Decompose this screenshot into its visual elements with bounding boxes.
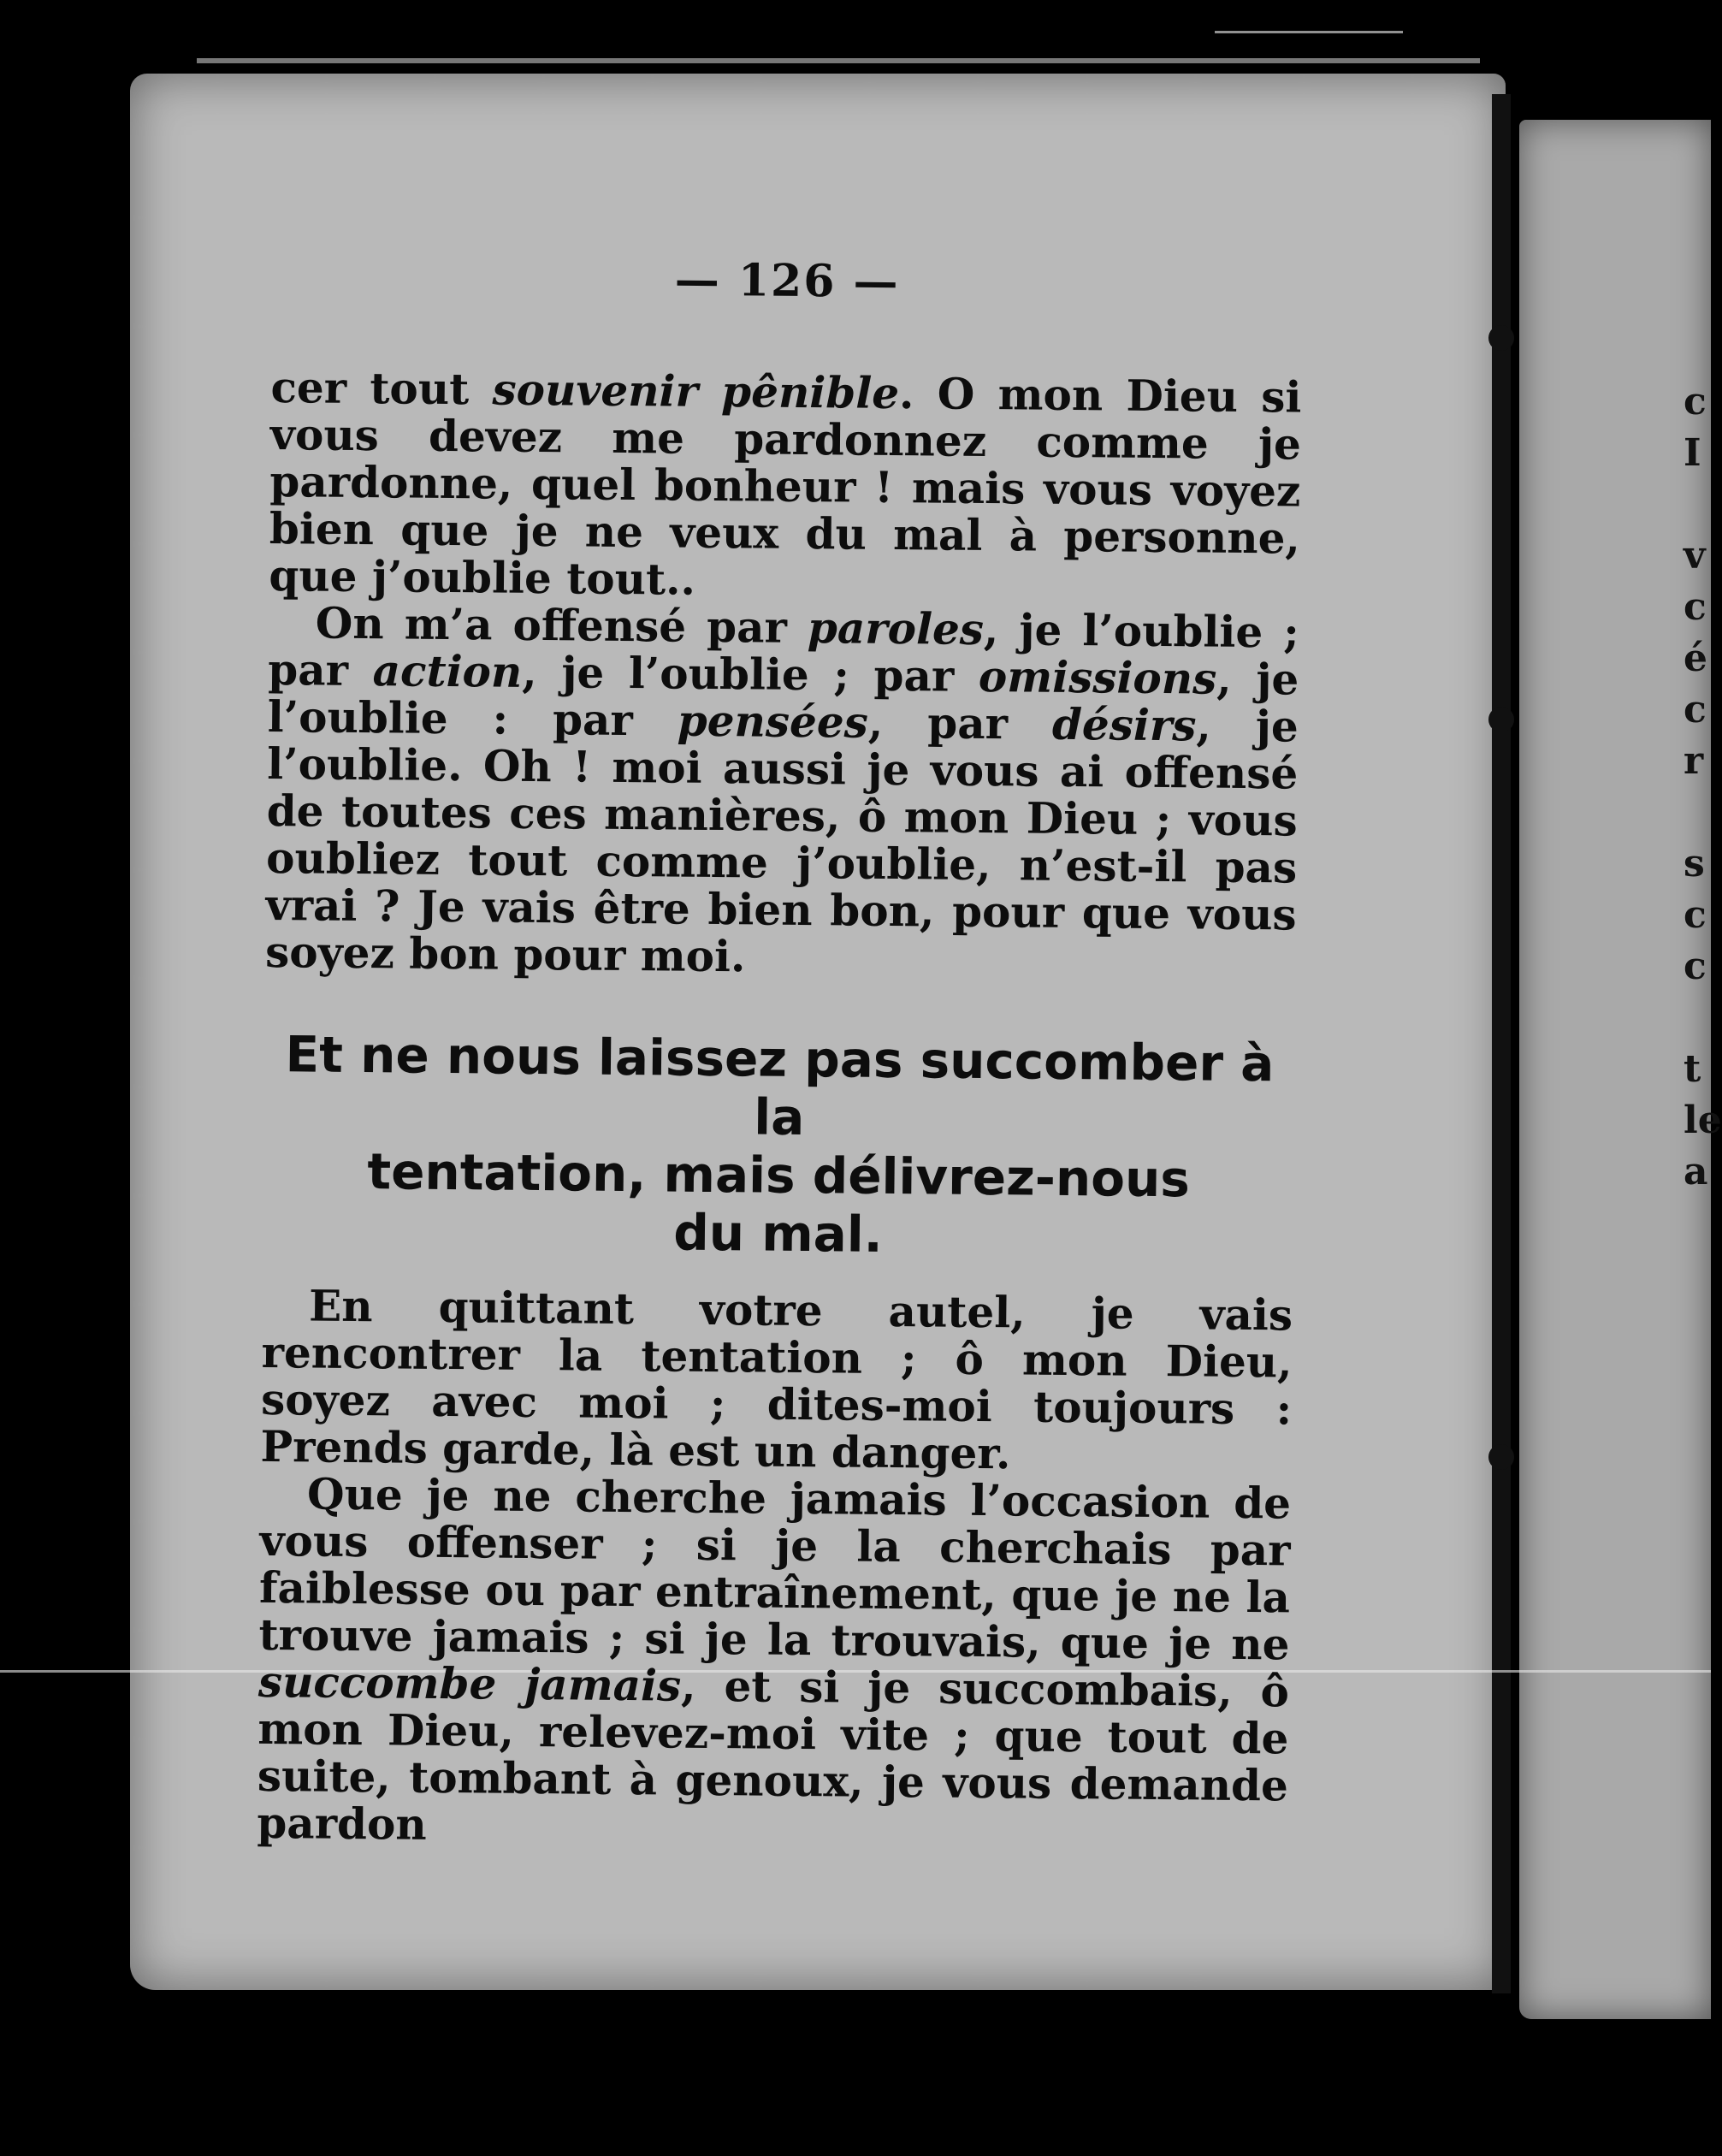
facing-page-fragment: c (1684, 688, 1707, 732)
facing-page-fragment: a (1684, 1150, 1708, 1194)
facing-page-fragment: I (1684, 431, 1701, 475)
page-number: — 126 — (674, 253, 900, 309)
text-run: , je l’oublie ; par (522, 646, 979, 702)
italic-run: désirs (1051, 698, 1197, 751)
italic-run: souvenir pênible (492, 364, 900, 419)
italic-run: action (372, 645, 523, 697)
binding-knob (1488, 1444, 1514, 1470)
paragraph-1 (269, 361, 1302, 609)
text-run: . O mon Dieu si vous devez me pardonnez comme je pardonne, quel bonheur ! mais vous voyez bien que je ne veux du mal à personne, que j’oublie tout.. (269, 368, 1302, 605)
binding-knob (1488, 707, 1514, 732)
heading-line: du mal. (672, 1203, 884, 1264)
binding-knob (1488, 325, 1514, 351)
book-gutter (1492, 94, 1511, 1993)
page-text (257, 252, 1303, 1856)
facing-page-fragment: c (1684, 893, 1707, 937)
facing-page-fragment (1684, 992, 1711, 1044)
facing-page-fragment: t (1684, 1047, 1701, 1091)
scan-top-edge-right (1215, 31, 1403, 33)
italic-run: omissions (978, 650, 1217, 704)
facing-page-fragment: c (1684, 380, 1707, 424)
facing-page-fragment: le (1684, 1099, 1722, 1142)
paragraph-3: En quittant votre autel, je vais rencontrer la tentation ; ô mon Dieu, soyez avec moi ; dites-moi toujours : Prends garde, là est un danger. (260, 1280, 1293, 1479)
facing-page-fragment: é (1684, 637, 1707, 680)
text-run: , je l’oublie : par (267, 653, 1299, 746)
facing-page-fragment (1684, 787, 1711, 838)
facing-page-fragment: c (1684, 945, 1707, 988)
facing-page (1519, 120, 1722, 2019)
text-run: Que je ne cherche jamais l’occasion de vous offenser ; si je la cherchais par faiblesse ou par entraînement, que je ne la trouve jamais ; si je la trouvais, que je ne (258, 1468, 1292, 1670)
text-run: , et si je succombais, ô mon Dieu, relevez-moi vite ; que tout de suite, tombant à genoux, je vous demande pardon (257, 1660, 1290, 1850)
facing-page-fragment: r (1684, 739, 1704, 783)
italic-run: succombe jamais (257, 1656, 682, 1711)
scan-top-edge (197, 58, 1480, 63)
text-run: , je l’oublie. Oh ! moi aussi je vous ai offensé de toutes ces manières, ô mon Dieu ; vous oubliez tout comme j’oublie, n’est-il pas vrai ? Je vais être bien bon, pour que vous soyez bon pour moi. (264, 700, 1299, 982)
facing-page-fragment: v (1684, 534, 1706, 578)
facing-page-fragment (1684, 479, 1711, 530)
italic-run: paroles (807, 602, 985, 655)
facing-page-fragment: s (1684, 842, 1705, 886)
paragraph-2 (265, 599, 1299, 986)
text-run: , je l’oublie ; par (268, 604, 1300, 696)
heading-line: tentation, mais délivrez-nous (367, 1142, 1191, 1209)
section-heading (263, 1025, 1296, 1268)
text-run: , par (867, 696, 1053, 749)
facing-page-text-fragments (1684, 376, 1722, 1198)
italic-run: pensées (677, 695, 869, 748)
paragraph-4 (257, 1470, 1291, 1857)
text-run: cer tout (270, 361, 493, 415)
heading-line: Et ne nous laissez pas succomber à la (285, 1025, 1275, 1147)
text-run: On m’a offensé par (315, 597, 808, 654)
facing-page-fragment: c (1684, 585, 1707, 629)
